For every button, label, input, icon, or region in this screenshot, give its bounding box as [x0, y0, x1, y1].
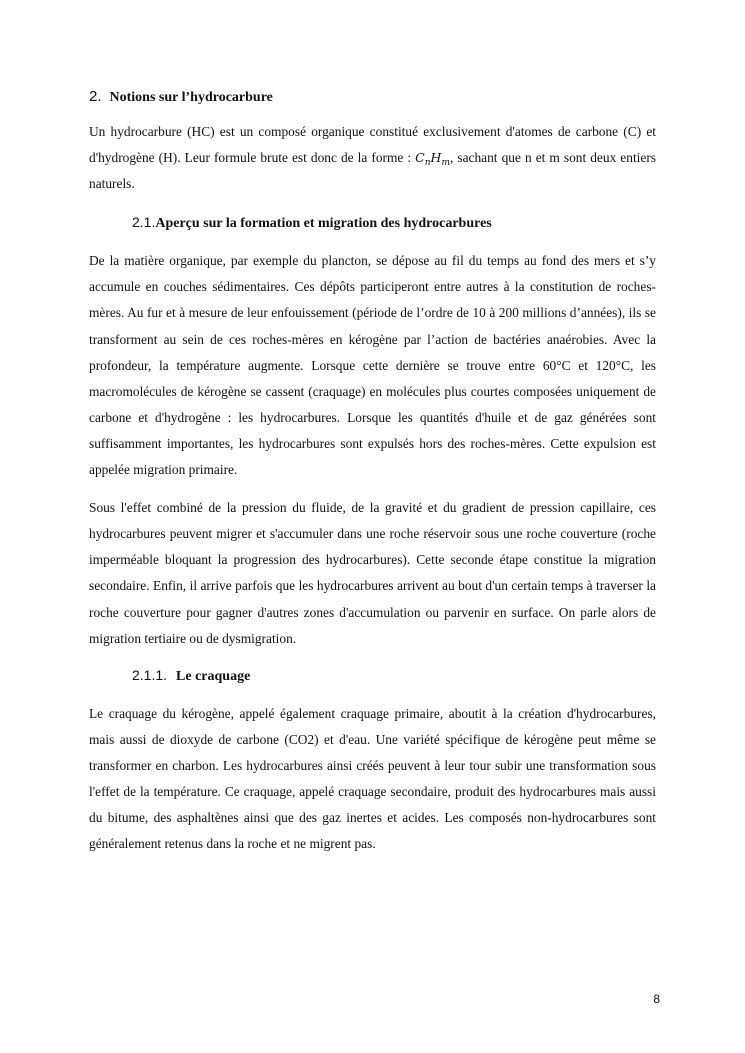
formula-carbon-subscript: n [424, 158, 431, 169]
subsection-number: 2.1. [132, 214, 156, 231]
paragraph-craquage: Le craquage du kérogène, appelé également craquage primaire, aboutit à la création d'hydrocarbures, mais aussi de dioxyde de carbone (CO2) et d'eau. Une variété spécifique de kérogène peut même se transformer en charbon. Les hydrocarbures ainsi créés peuvent à leur tour subir une transformation sous l'effet de la température. Ce craquage, appelé craquage secondaire, produit des hydrocarbures mais aussi du bitume, des asphaltènes ainsi que des gaz inertes et acides. Les composés non-hydrocarbures sont généralement retenus dans la roche et ne migrent pas. [89, 705, 656, 852]
chemical-formula [415, 150, 450, 169]
section-intro-paragraph [89, 119, 656, 197]
section-heading [89, 86, 656, 109]
section-number: 2. [89, 88, 102, 105]
page-number: 8 [653, 992, 660, 1006]
formula-carbon: C [415, 150, 425, 166]
paragraph-formation: De la matière organique, par exemple du plancton, se dépose au fil du temps au fond des mers et s’y accumule en couches sédimentaires. Ces dépôts participeront entre autres à la constitution de roches-mères. Au fur et à mesure de leur enfouissement (période de l’ordre de 10 à 200 millions d’années), ils se transforment au sein de ces roches-mères en kérogène par l’action de bactéries anaérobies. Avec la profondeur, la température augmente. Lorsque cette dernière se trouve entre 60°C et 120°C, les macromolécules de kérogène se cassent (craquage) en molécules plus courtes composées uniquement de carbone et d'hydrogène : les hydrocarbures. Lorsque les quantités d'huile et de gaz générées sont suffisamment importantes, les hydrocarbures sont expulsés hors des roches-mères. Cette expulsion est appelée migration primaire. [89, 253, 656, 478]
formula-hydrogen: H [430, 150, 442, 166]
section-title: Notions sur l’hydrocarbure [109, 90, 273, 105]
paragraph-migration: Sous l'effet combiné de la pression du fluide, de la gravité et du gradient de pression capillaire, ces hydrocarbures peuvent migrer et s'accumuler dans une roche réservoir sous une roche couverture (roche imperméable bloquant la progression des hydrocarbures). Cette seconde étape constitue la migration secondaire. Enfin, il arrive parfois que les hydrocarbures arrivent au bout d'un certain temps à traverser la roche couverture pour gagner d'autres zones d'accumulation ou parvenir en surface. On parle alors de migration tertiaire ou de dysmigration. [89, 500, 656, 646]
intro-text-before-formula: Un hydrocarbure (HC) est un composé organique constitué exclusivement d'atomes de carbone (C) et d'hydrogène (H). Leur formule brute est donc de la forme : [89, 124, 656, 166]
subsection-heading [89, 211, 656, 235]
subsubsection-title: Le craquage [176, 668, 251, 684]
subsubsection-number: 2.1.1. [132, 666, 168, 683]
subsection-title: Aperçu sur la formation et migration des hydrocarbures [155, 216, 492, 232]
intro-text-after-formula: , sachant que n et m sont deux entiers naturels. [89, 150, 657, 192]
formula-hydrogen-subscript: m [441, 158, 450, 169]
subsubsection-heading [89, 664, 656, 688]
page-content [89, 86, 656, 857]
